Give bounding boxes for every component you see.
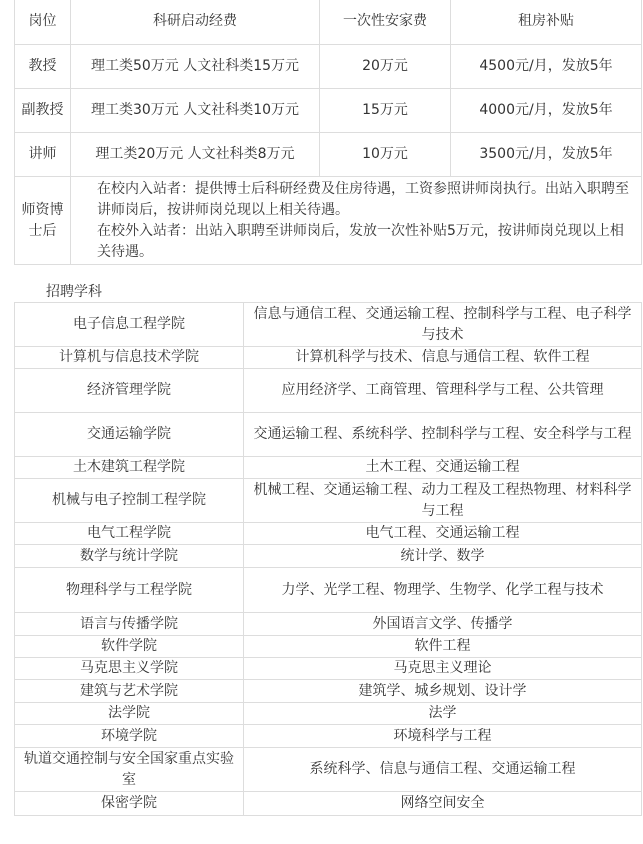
research-cell: 理工类50万元 人文社科类15万元 [71, 45, 320, 89]
disciplines-table [14, 302, 642, 816]
subjects-cell: 网络空间安全 [244, 792, 642, 816]
school-cell: 保密学院 [15, 792, 244, 816]
header-research-funds: 科研启动经费 [71, 0, 320, 45]
position-cell: 副教授 [15, 89, 71, 133]
discipline-row [15, 545, 642, 568]
postdoc-offsite-text: 在校外入站者：出站入职聘至讲师岗后，发放一次性补贴5万元，按讲师岗兑现以上相关待遇。 [97, 222, 624, 260]
discipline-row [15, 369, 642, 413]
header-settlement-fee: 一次性安家费 [320, 0, 451, 45]
subjects-cell: 马克思主义理论 [244, 658, 642, 680]
position-cell: 讲师 [15, 133, 71, 177]
postdoc-description [71, 177, 642, 265]
discipline-row [15, 748, 642, 792]
research-cell: 理工类20万元 人文社科类8万元 [71, 133, 320, 177]
school-cell: 电气工程学院 [15, 523, 244, 545]
postdoc-onsite-text: 在校内入站者：提供博士后科研经费及住房待遇，工资参照讲师岗执行。出站入职聘至讲师岗后，按讲师岗兑现以上相关待遇。 [97, 180, 629, 218]
discipline-row [15, 347, 642, 369]
subjects-cell: 机械工程、交通运输工程、动力工程及工程热物理、材料科学与工程 [244, 479, 642, 523]
discipline-row [15, 479, 642, 523]
school-cell: 电子信息工程学院 [15, 303, 244, 347]
position-cell: 师资博士后 [15, 177, 71, 265]
discipline-row [15, 413, 642, 457]
discipline-row [15, 303, 642, 347]
school-cell: 建筑与艺术学院 [15, 680, 244, 703]
school-cell: 土木建筑工程学院 [15, 457, 244, 479]
research-cell: 理工类30万元 人文社科类10万元 [71, 89, 320, 133]
header-position: 岗位 [15, 0, 71, 45]
subjects-cell: 外国语言文学、传播学 [244, 613, 642, 636]
school-cell: 轨道交通控制与安全国家重点实验室 [15, 748, 244, 792]
subjects-cell: 交通运输工程、系统科学、控制科学与工程、安全科学与工程 [244, 413, 642, 457]
subjects-cell: 应用经济学、工商管理、管理科学与工程、公共管理 [244, 369, 642, 413]
rent-cell: 4500元/月，发放5年 [451, 45, 642, 89]
disciplines-heading: 招聘学科 [46, 284, 102, 300]
subjects-cell: 建筑学、城乡规划、设计学 [244, 680, 642, 703]
discipline-row [15, 568, 642, 613]
benefits-row [15, 89, 642, 133]
discipline-row [15, 658, 642, 680]
header-rent-subsidy: 租房补贴 [451, 0, 642, 45]
discipline-row [15, 523, 642, 545]
rent-cell: 3500元/月，发放5年 [451, 133, 642, 177]
discipline-row [15, 636, 642, 658]
subjects-cell: 计算机科学与技术、信息与通信工程、软件工程 [244, 347, 642, 369]
position-cell: 教授 [15, 45, 71, 89]
discipline-row [15, 680, 642, 703]
subjects-cell: 信息与通信工程、交通运输工程、控制科学与工程、电子科学与技术 [244, 303, 642, 347]
subjects-cell: 力学、光学工程、物理学、生物学、化学工程与技术 [244, 568, 642, 613]
postdoc-row [15, 177, 642, 265]
discipline-row [15, 792, 642, 816]
discipline-row [15, 703, 642, 725]
benefits-row [15, 45, 642, 89]
settlement-cell: 10万元 [320, 133, 451, 177]
rent-cell: 4000元/月，发放5年 [451, 89, 642, 133]
school-cell: 机械与电子控制工程学院 [15, 479, 244, 523]
benefits-table [14, 0, 642, 265]
settlement-cell: 20万元 [320, 45, 451, 89]
school-cell: 经济管理学院 [15, 369, 244, 413]
subjects-cell: 统计学、数学 [244, 545, 642, 568]
discipline-row [15, 457, 642, 479]
school-cell: 马克思主义学院 [15, 658, 244, 680]
subjects-cell: 环境科学与工程 [244, 725, 642, 748]
subjects-cell: 电气工程、交通运输工程 [244, 523, 642, 545]
school-cell: 数学与统计学院 [15, 545, 244, 568]
school-cell: 交通运输学院 [15, 413, 244, 457]
subjects-cell: 软件工程 [244, 636, 642, 658]
settlement-cell: 15万元 [320, 89, 451, 133]
school-cell: 计算机与信息技术学院 [15, 347, 244, 369]
school-cell: 物理科学与工程学院 [15, 568, 244, 613]
school-cell: 法学院 [15, 703, 244, 725]
benefits-header-row [15, 0, 642, 45]
school-cell: 软件学院 [15, 636, 244, 658]
discipline-row [15, 613, 642, 636]
subjects-cell: 法学 [244, 703, 642, 725]
benefits-row [15, 133, 642, 177]
school-cell: 环境学院 [15, 725, 244, 748]
school-cell: 语言与传播学院 [15, 613, 244, 636]
subjects-cell: 土木工程、交通运输工程 [244, 457, 642, 479]
discipline-row [15, 725, 642, 748]
subjects-cell: 系统科学、信息与通信工程、交通运输工程 [244, 748, 642, 792]
